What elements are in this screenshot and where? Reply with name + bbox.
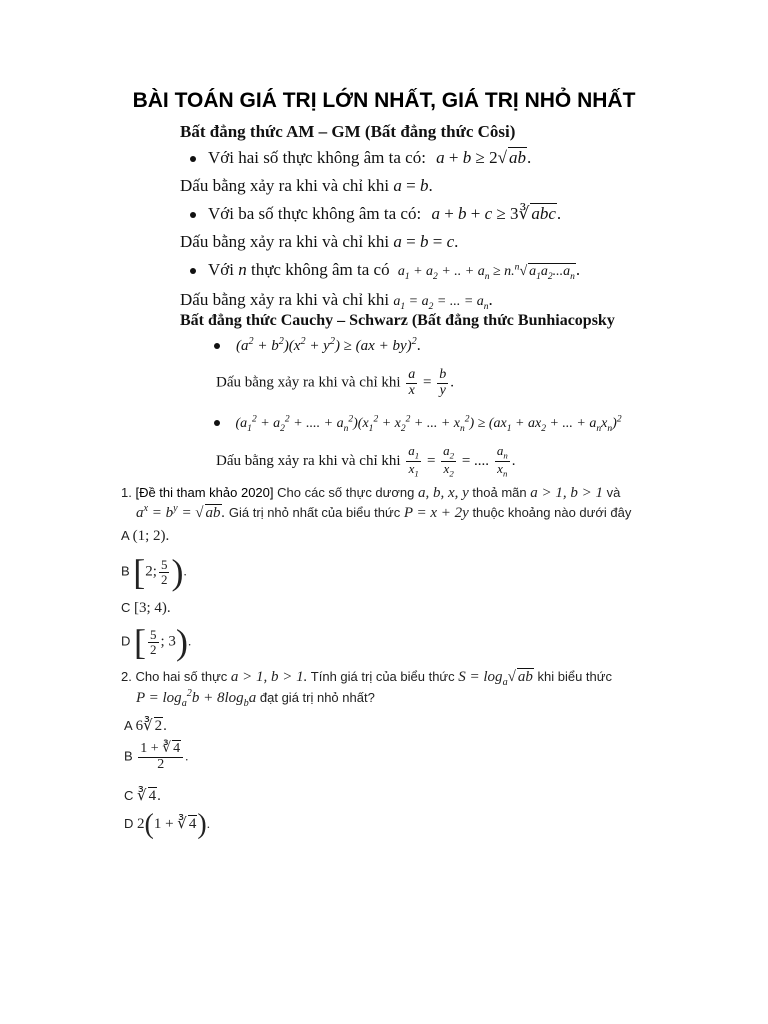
bullet-icon [214, 343, 220, 349]
am-gm-two-equality: Dấu bằng xảy ra khi và chỉ khi a = b. [180, 176, 433, 195]
bullet-icon [190, 268, 196, 274]
am-gm-two-line: Với hai số thực không âm ta có: a + b ≥ 2√ ab. [190, 148, 531, 168]
q1-option-b[interactable]: B [2; $\frac{5}{2}$ ). [121, 552, 187, 592]
q1-option-c[interactable]: C [3; 4). [121, 600, 171, 616]
bullet-icon [190, 156, 196, 162]
q1-option-a[interactable]: A (1; 2). [121, 528, 170, 544]
cauchy-two-line: $(a^2 + b^2)(x^2 + y^2) \ge (ax + by)^2$. [214, 336, 421, 355]
q2-option-a[interactable]: A 6∛ 2. [124, 718, 167, 734]
am-gm-three-equality: Dấu bằng xảy ra khi và chỉ khi a = b = c. [180, 232, 459, 251]
cauchy-heading: Bất đẳng thức Cauchy – Schwarz (Bất đẳng thức Bunhiacopsky [180, 312, 615, 329]
am-gm-three-line: Với ba số thực không âm ta có: a + b + c ≥ 3∛ abc. [190, 204, 561, 224]
q2-option-b[interactable]: B $\frac{1 + ∛ 4}{2}$ . [124, 741, 189, 772]
q2-option-c[interactable]: C ∛ 4. [124, 788, 161, 804]
bullet-icon [214, 420, 220, 426]
cauchy-n-equality: Dấu bằng xảy ra khi và chỉ khi $\frac{a_1}{x_1}$ = $\frac{a_2}{x_2}$ = .... $\frac{a_n}{x_n}$ . [216, 443, 516, 479]
q2-option-d[interactable]: D 2(1 + ∛ 4). [124, 809, 210, 840]
cauchy-n-line: ($a_1^2 + a_2^2$ + .... + $a_n^2)(x_1^2 + x_2^2$ + ... + $x_n^2) \ge (ax_1 + ax_2$ + ... + $a_nx_n)^2$ [214, 414, 622, 433]
q1-line-2: $a^x = b^y$ = √ ab. Giá trị nhỏ nhất của biểu thức P = x + 2y thuộc khoảng nào dưới đây [136, 503, 632, 521]
am-gm-n-equality: Dấu bằng xảy ra khi và chỉ khi $a_1 = a_2$ = ... = $a_n$. [180, 290, 493, 312]
bullet-icon [190, 212, 196, 218]
q2-line-1: 2. Cho hai số thực a > 1, b > 1. Tính giá trị của biểu thức $S = \log_a√$ ab khi biểu thức [121, 669, 612, 688]
q1-line-1: 1. [Đề thi tham khảo 2020] Cho các số thực dương a, b, x, y thoả mãn a > 1, b > 1 và [121, 485, 621, 501]
q1-option-d[interactable]: D [ $\frac{5}{2}$ ; 3). [121, 622, 192, 662]
cauchy-two-equality: Dấu bằng xảy ra khi và chỉ khi $\frac{a}{x}$ = $\frac{b}{y}$ . [216, 367, 454, 398]
page-title: BÀI TOÁN GIÁ TRỊ LỚN NHẤT, GIÁ TRỊ NHỎ NHẤT [132, 89, 636, 112]
am-gm-heading: Bất đẳng thức AM – GM (Bất đẳng thức Côsi) [180, 122, 516, 141]
am-gm-n-line: Với n thực không âm ta có $a_1 + a_2$ + .. + $a_n \ge n.^n√$ $a_1a_2...a_n$. [190, 260, 580, 282]
q2-line-2: $P = \log_a^2b + 8\log_ba$ đạt giá trị nhỏ nhất? [136, 688, 375, 709]
